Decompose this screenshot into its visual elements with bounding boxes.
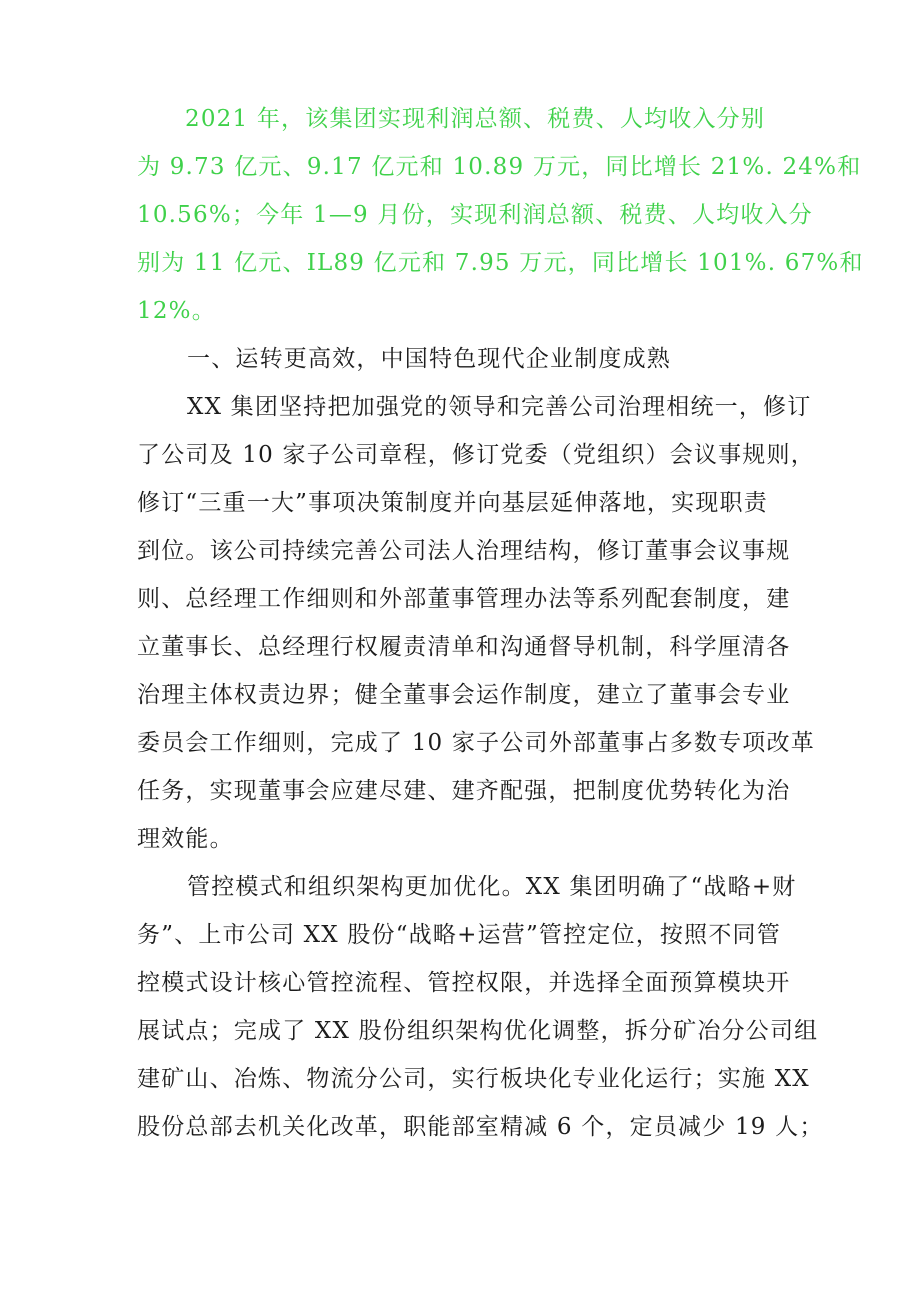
paragraph-2-line-8: 委员会工作细则，完成了 10 家子公司外部董事占多数专项改革: [137, 730, 815, 756]
paragraph-3-line-3: 控模式设计核心管控流程、管控权限，并选择全面预算模块开: [137, 970, 791, 996]
section-heading: 一、运转更高效，中国特色现代企业制度成熟: [187, 346, 671, 372]
paragraph-2-line-7: 治理主体权责边界；健全董事会运作制度，建立了董事会专业: [137, 682, 791, 708]
paragraph-3-line-5: 建矿山、冶炼、物流分公司，实行板块化专业化运行；实施 XX: [137, 1066, 810, 1092]
paragraph-2-line-5: 则、总经理工作细则和外部董事管理办法等系列配套制度，建: [137, 586, 791, 612]
paragraph-3-line-1: 管控模式和组织架构更加优化。XX 集团明确了“战略+财: [187, 874, 797, 900]
paragraph-1-line-1: 2021 年，该集团实现利润总额、税费、人均收入分别: [185, 106, 766, 132]
paragraph-3-line-2: 务”、上市公司 XX 股份“战略+运营”管控定位，按照不同管: [137, 922, 781, 948]
paragraph-2-line-10: 理效能。: [137, 826, 234, 852]
paragraph-2-line-2: 了公司及 10 家子公司章程，修订党委（党组织）会议事规则，: [137, 442, 815, 468]
paragraph-2-line-3: 修订“三重一大”事项决策制度并向基层延伸落地，实现职责: [137, 490, 768, 516]
paragraph-1-line-2: 为 9.73 亿元、9.17 亿元和 10.89 万元，同比增长 21%. 24%和: [137, 154, 862, 180]
paragraph-1-line-4: 别为 11 亿元、IL89 亿元和 7.95 万元，同比增长 101%. 67%和: [137, 250, 864, 276]
paragraph-2-line-6: 立董事长、总经理行权履责清单和沟通督导机制，科学厘清各: [137, 634, 791, 660]
paragraph-1-line-5: 12%。: [137, 298, 216, 324]
paragraph-3-line-4: 展试点；完成了 XX 股份组织架构优化调整，拆分矿冶分公司组: [137, 1018, 819, 1044]
paragraph-3-line-6: 股份总部去机关化改革，职能部室精减 6 个，定员减少 19 人；: [137, 1114, 824, 1140]
paragraph-2-line-9: 任务，实现董事会应建尽建、建齐配强，把制度优势转化为治: [137, 778, 791, 804]
paragraph-2-line-1: XX 集团坚持把加强党的领导和完善公司治理相统一，修订: [187, 394, 812, 420]
paragraph-2-line-4: 到位。该公司持续完善公司法人治理结构，修订董事会议事规: [137, 538, 791, 564]
paragraph-1-line-3: 10.56%；今年 1—9 月份，实现利润总额、税费、人均收入分: [137, 202, 813, 228]
